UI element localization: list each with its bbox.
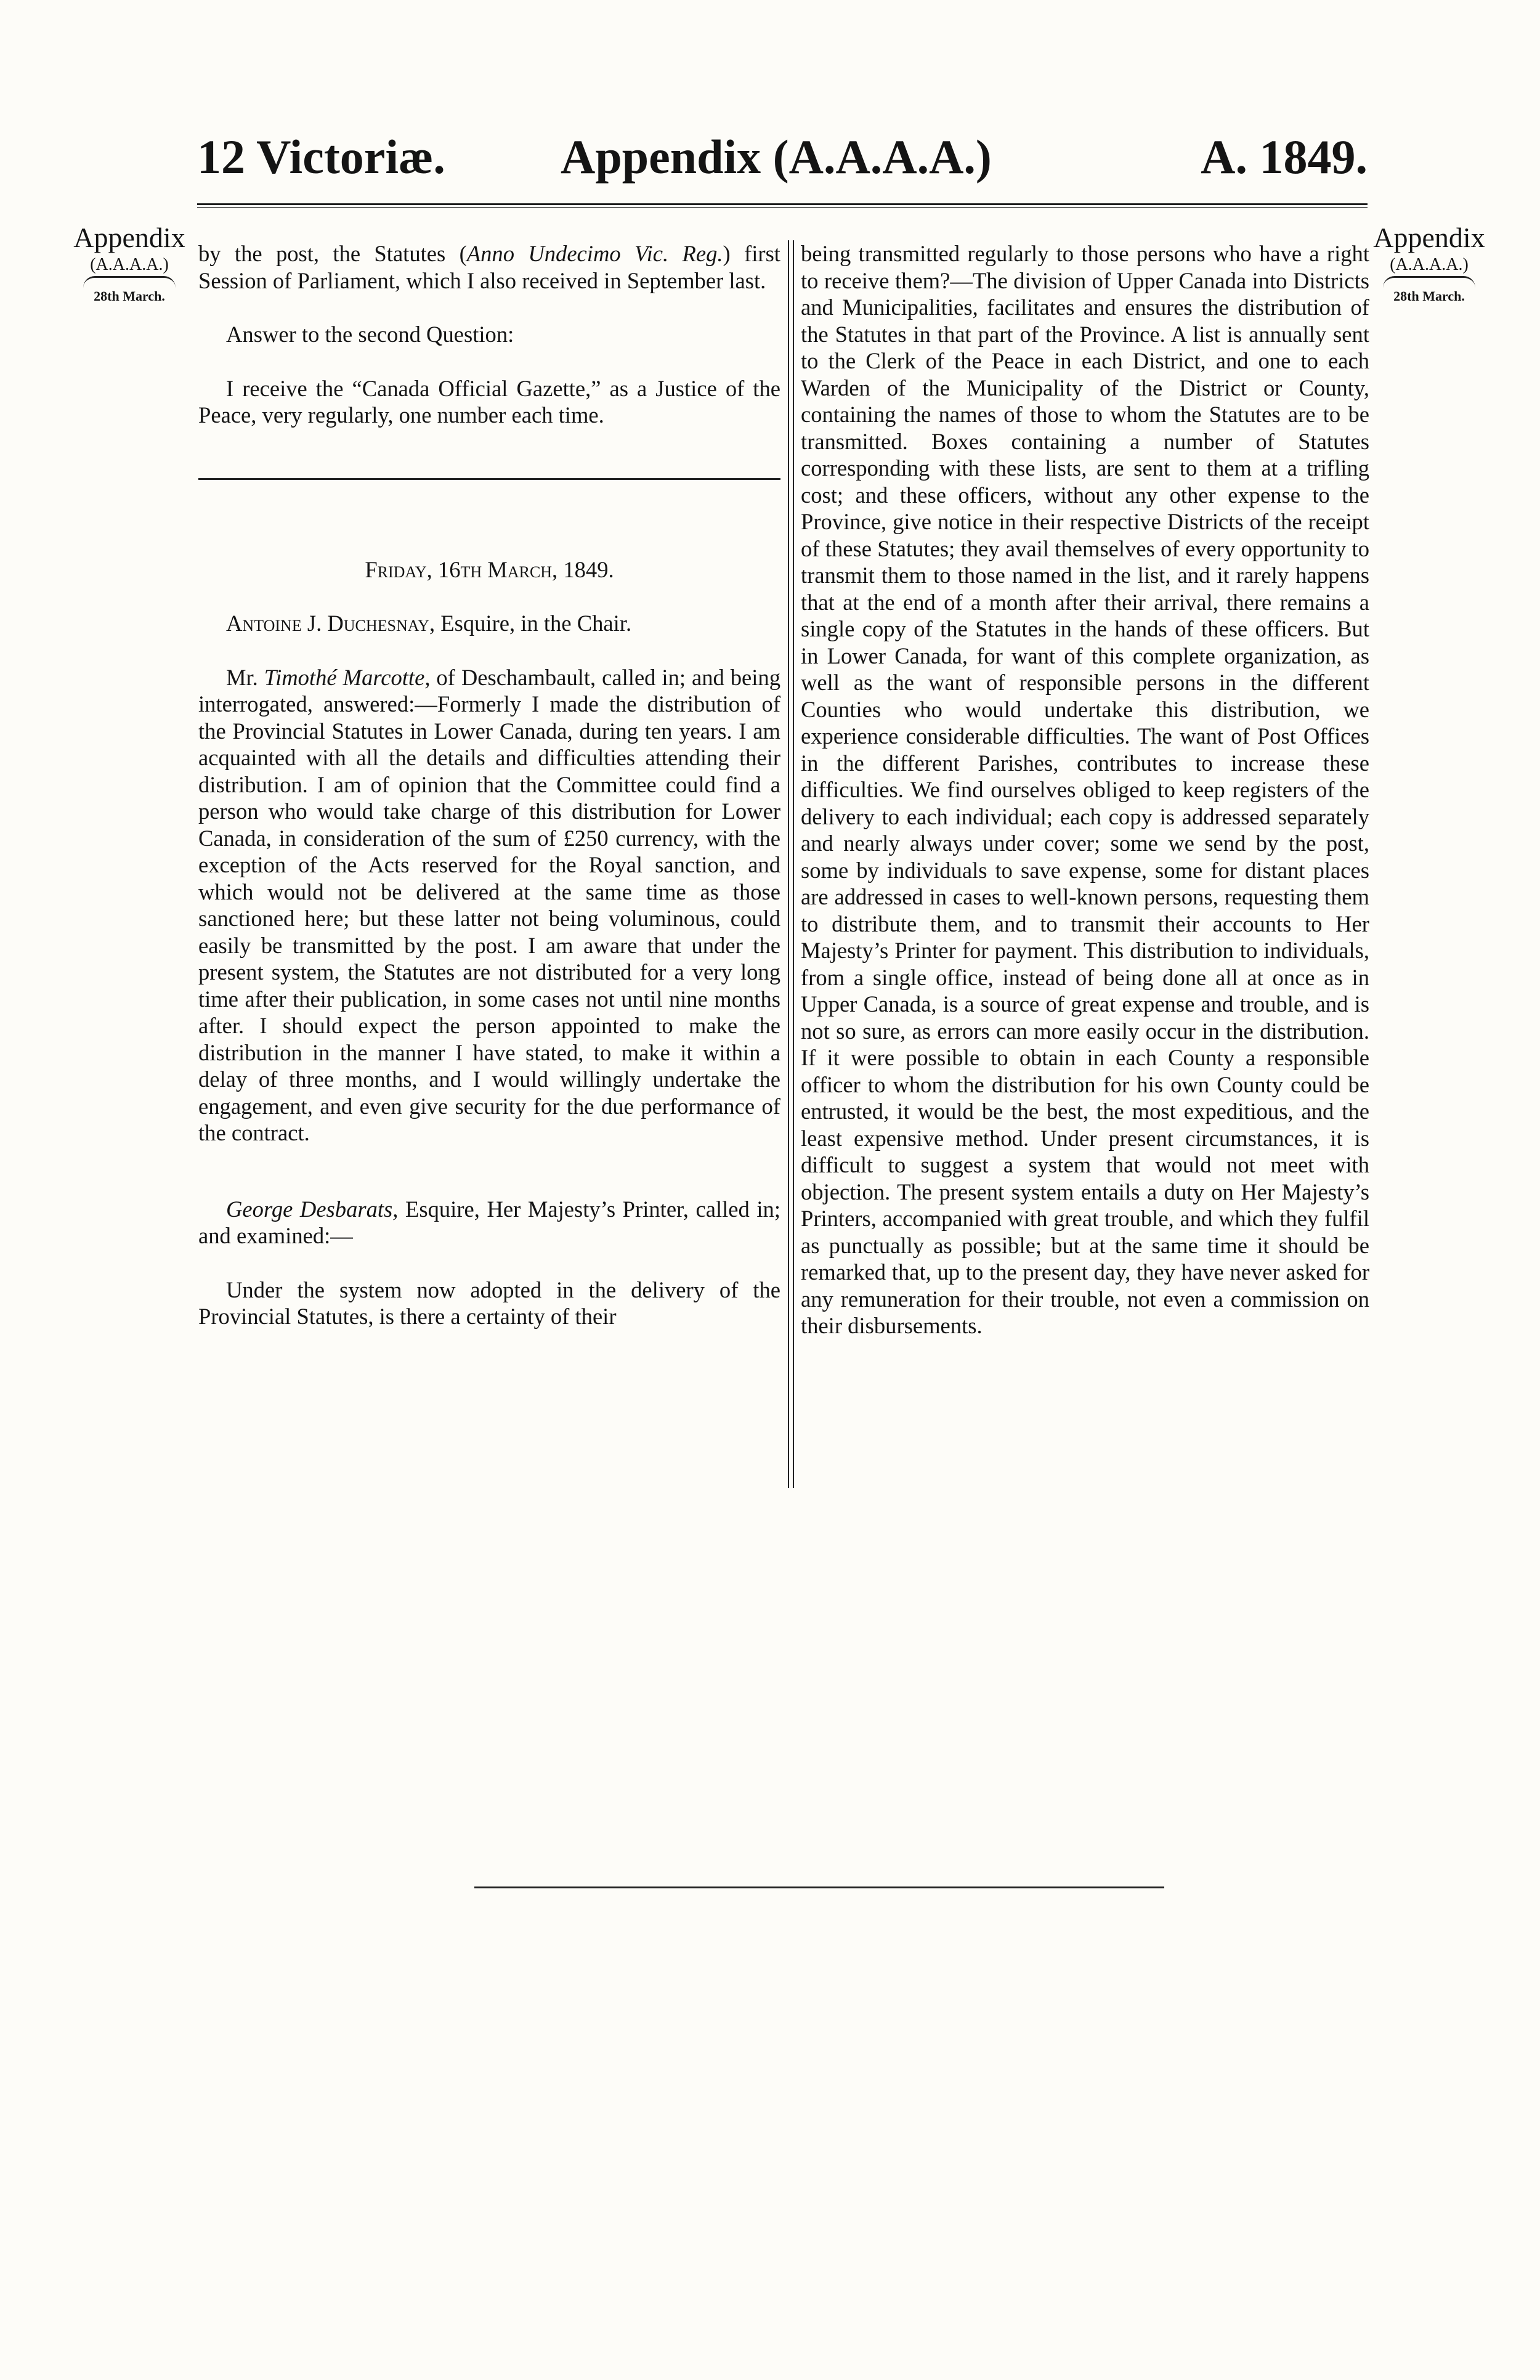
question-paragraph: Under the system now adopted in the delivery of the Provincial Statutes, is there a certainty of their <box>198 1277 780 1329</box>
end-rule <box>474 1887 1164 1888</box>
margin-note-title: Appendix <box>1373 222 1485 253</box>
header-year: A. 1849. <box>1201 130 1368 184</box>
witness-name: Timothé Marcotte, <box>264 664 431 690</box>
margin-brace <box>83 276 176 288</box>
answer-paragraph-desbarats: being transmitted regularly to those persons who have a right to receive them?—The division of Upper Canada into Districts and Municipalities, facilitates and ensures the distribution of the Statutes in that part of the Province. A list is annually sent to the Clerk of the Peace in each District, and one to each Warden of the Municipality of the District or County, containing the names of those to whom the Statutes are to be transmitted. Boxes containing a number of Statutes corresponding with these lists, are sent to them at a trifling cost; and these officers, without any other expense to the Province, give notice in their respective Districts of the receipt of these Statutes; they avail themselves of every opportunity to transmit them to those named in the list, and it rarely happens that at the end of a month after their arrival, there remains a single copy of the Statutes in the hands of these officers. But in Lower Canada, for want of this complete organization, as well as the want of responsible persons in the different Counties who would undertake this distribution, we experience considerable difficulties. The want of Post Offices in the different Parishes, contributes to increase these difficulties. We find ourselves obliged to keep registers of the delivery to each individual; each copy is addressed separately and nearly always under cover; some we send by the post, some by individuals to save expense, some for distant places are addressed in cases to well-known persons, requesting them to distribute them, and to transmit their accounts to Her Majesty’s Printer for payment. This distribution to individuals, from a single office, instead of being done all at once as in Upper Canada, is a source of great expense and trouble, and is not so sure, as errors can more easily occur in the distribution. If it were possible to obtain in each County a responsible officer to whom the distribution for his own County could be entrusted, it would be the best, the most expeditious, and the least expensive method. Under present circumstances, it is difficult to suggest a system that would not meet with objection. The present system entails a duty on Her Majesty’s Printers, accompanied with great trouble, and which they fulfil as punctually as possible; but at the same time it should be remarked that, up to the present day, they have never asked for any remuneration for their trouble, not even a commission on their disbursements. <box>801 241 1369 1338</box>
margin-note-right <box>1358 222 1500 305</box>
answer-paragraph: I receive the “Canada Official Gazette,” as a Justice of the Peace, very regularly, one number each time. <box>198 375 780 428</box>
statute-title: Anno Undecimo Vic. Reg. <box>466 241 723 266</box>
margin-note-title: Appendix <box>73 222 185 253</box>
testimony-marcotte: Mr. Timothé Marcotte, of Deschambault, called in; and being interrogated, answered:—Formerly I made the distribution of the Provincial Statutes in Lower Canada, during ten years. I am acquainted with all the details and difficulties attending their distribution. I am of opinion that the Committee could find a person who would take charge of this distribution for Lower Canada, in consideration of the sum of £250 currency, with the exception of the Acts reserved for the Royal sanction, and which would not be delivered at the same time as those sanctioned here; but these latter not being voluminous, could easily be transmitted by the post. I am aware that under the present system, the Statutes are not distributed for a very long time after their publication, in some cases not until nine months after. I should expect the person appointed to make the distribution in the manner I have stated, to make it within a delay of three months, and I would willingly undertake the engagement, and even give security for the due performance of the contract. <box>198 664 780 1145</box>
header-appendix-title: Appendix (A.A.A.A.) <box>561 130 992 184</box>
margin-note-date: 28th March. <box>94 288 165 304</box>
column-divider <box>793 240 794 1488</box>
left-column <box>198 240 780 1330</box>
witness-name: George Desbarats, <box>226 1196 399 1222</box>
header-rule <box>197 203 1368 205</box>
margin-note-left <box>59 222 200 305</box>
margin-brace <box>1383 276 1475 288</box>
session-date-heading: Friday, 16th March, 1849. <box>365 556 614 582</box>
margin-note-code: (A.A.A.A.) <box>1390 255 1469 274</box>
witness-desbarats-intro: George Desbarats, Esquire, Her Majesty’s Printer, called in; and examined:— <box>198 1196 780 1248</box>
margin-note-date: 28th March. <box>1393 288 1465 304</box>
header-rule-thin <box>197 207 1368 208</box>
column-divider <box>788 240 789 1488</box>
running-header <box>197 129 1368 197</box>
chair-line: Antoine J. Duchesnay, Esquire, in the Chair. <box>226 611 632 636</box>
right-column <box>801 240 1369 1339</box>
header-regnal-year: 12 Victoriæ. <box>197 130 445 184</box>
question-heading: Answer to the second Question: <box>226 322 514 347</box>
margin-note-code: (A.A.A.A.) <box>90 255 169 274</box>
paragraph-continuation: by the post, the Statutes (Anno Undecimo Vic. Reg.) first Session of Parliament, which I also received in September last. <box>198 241 780 293</box>
